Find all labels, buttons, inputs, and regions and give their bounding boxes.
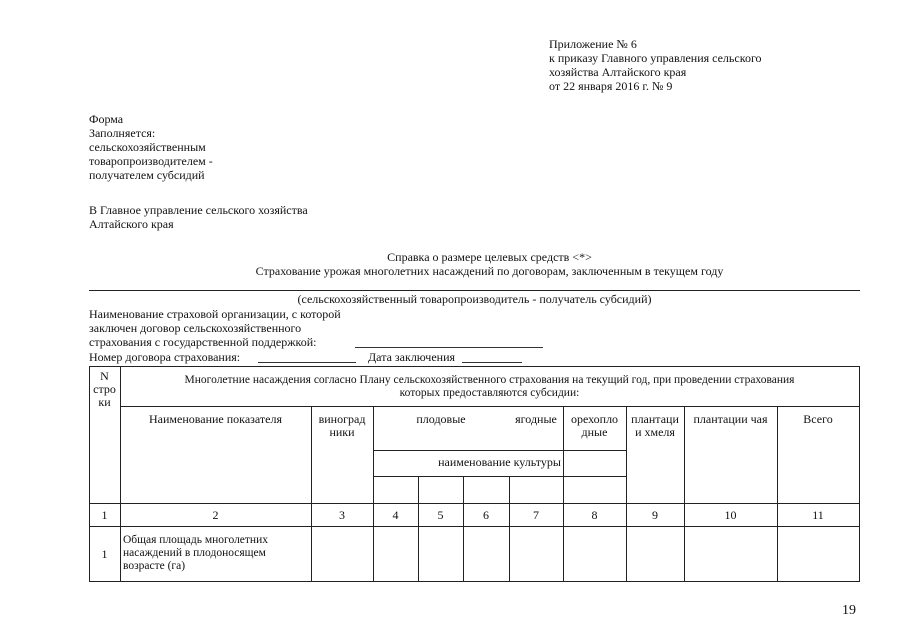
subsidy-table: [89, 366, 860, 582]
main-header: [120, 374, 859, 400]
table-border-right: [859, 366, 860, 582]
col-number: 6: [483, 508, 489, 522]
nut-header: [563, 413, 626, 439]
addressee-line: В Главное управление сельского хозяйства: [89, 203, 308, 217]
addressee: [89, 203, 308, 231]
col-number: 2: [212, 508, 219, 522]
row-no-header-line: стро: [93, 382, 116, 396]
nut-header-line: дные: [581, 425, 608, 439]
appendix-line: от 22 января 2016 г. № 9: [549, 79, 673, 93]
indicator-line: насаждений в плодоносящем: [123, 547, 266, 559]
col-number: 11: [812, 508, 824, 522]
main-header-line: которых предоставляются субсидии:: [399, 387, 580, 399]
col-number: 8: [591, 508, 598, 522]
hops-header-line: и хмеля: [635, 425, 675, 439]
col-number: 7: [533, 508, 539, 522]
hops-header: [626, 413, 684, 439]
table-fruit-divider: [373, 450, 626, 451]
table-numbers-bottom: [89, 526, 860, 527]
title-line: Справка о размере целевых средств <*>: [387, 250, 592, 264]
form-note-line: сельскохозяйственным: [89, 140, 206, 154]
nut-header-line: орехопло: [570, 412, 619, 426]
table-col-line: [373, 406, 374, 582]
indicator-line: возрасте (га): [123, 560, 186, 572]
main-header-line: Многолетние насаждения согласно Плану сельскохозяйственного страхования на текущий год, при проведении страхования: [184, 374, 795, 386]
fruit-header: плодовые: [416, 412, 466, 426]
row-no-header-line: N: [100, 369, 109, 383]
table-row-number: 1: [101, 547, 108, 561]
row-no-header: [89, 370, 120, 409]
table-border-bottom: [89, 581, 860, 582]
tea-header: плантации чая: [693, 412, 768, 426]
table-header-divider: [120, 406, 860, 407]
table-col-line: [509, 476, 510, 582]
form-note-line: товаропроизводителем -: [89, 154, 213, 168]
table-col-line: [463, 476, 464, 582]
table-col-line: [418, 476, 419, 582]
appendix-line: хозяйства Алтайского края: [549, 65, 687, 79]
form-note-line: Заполняется:: [89, 126, 156, 140]
col-number: 3: [339, 508, 345, 522]
insurer-line: заключен договор сельскохозяйственного: [89, 321, 302, 335]
producer-caption: (сельскохозяйственный товаропроизводитель - получатель субсидий): [297, 292, 652, 306]
indicator-header: Наименование показателя: [149, 412, 282, 426]
contract-number-blank[interactable]: [258, 362, 356, 363]
row-no-header-line: ки: [98, 395, 111, 409]
table-crop-divider: [373, 476, 626, 477]
col-number: 10: [724, 508, 737, 522]
form-note: [89, 112, 213, 182]
insurer-line: страхования с государственной поддержкой:: [89, 335, 317, 349]
table-col-line: [684, 406, 685, 582]
contract-date-blank[interactable]: [462, 362, 522, 363]
table-numbers-top: [89, 503, 860, 504]
form-note-line: Форма: [89, 112, 124, 126]
table-border-top: [89, 366, 860, 367]
form-note-line: получателем субсидий: [89, 168, 205, 182]
insurer-line: Наименование страховой организации, с которой: [89, 307, 341, 321]
document-title: [89, 250, 860, 278]
appendix-line: Приложение № 6: [549, 37, 637, 51]
insurer-label: [89, 307, 341, 349]
table-col-line: [777, 406, 778, 582]
title-subtitle: Страхование урожая многолетних насаждений по договорам, заключенным в текущем году: [255, 264, 724, 278]
col-number: 9: [652, 508, 658, 522]
contract-date-label: Дата заключения: [368, 350, 456, 364]
insurer-blank[interactable]: [355, 347, 543, 348]
vineyards-header-line: виноград: [318, 412, 366, 426]
appendix-line: к приказу Главного управления сельского: [549, 51, 762, 65]
indicator-line: Общая площадь многолетних: [123, 534, 268, 546]
vineyards-header-line: ники: [329, 425, 355, 439]
hops-header-line: плантаци: [631, 412, 679, 426]
col-number: 5: [437, 508, 444, 522]
page-number: 19: [842, 603, 856, 618]
berry-header: ягодные: [515, 412, 557, 426]
appendix-block: [549, 37, 762, 93]
col-number: 1: [101, 508, 108, 522]
col-number: 4: [392, 508, 399, 522]
producer-line: [89, 290, 860, 291]
total-header: Всего: [803, 412, 833, 426]
crop-name-header: наименование культуры: [438, 455, 561, 469]
contract-number-label: Номер договора страхования:: [89, 350, 241, 364]
addressee-line: Алтайского края: [89, 217, 174, 231]
table-row-indicator: [123, 534, 268, 573]
vineyards-header: [311, 413, 373, 439]
